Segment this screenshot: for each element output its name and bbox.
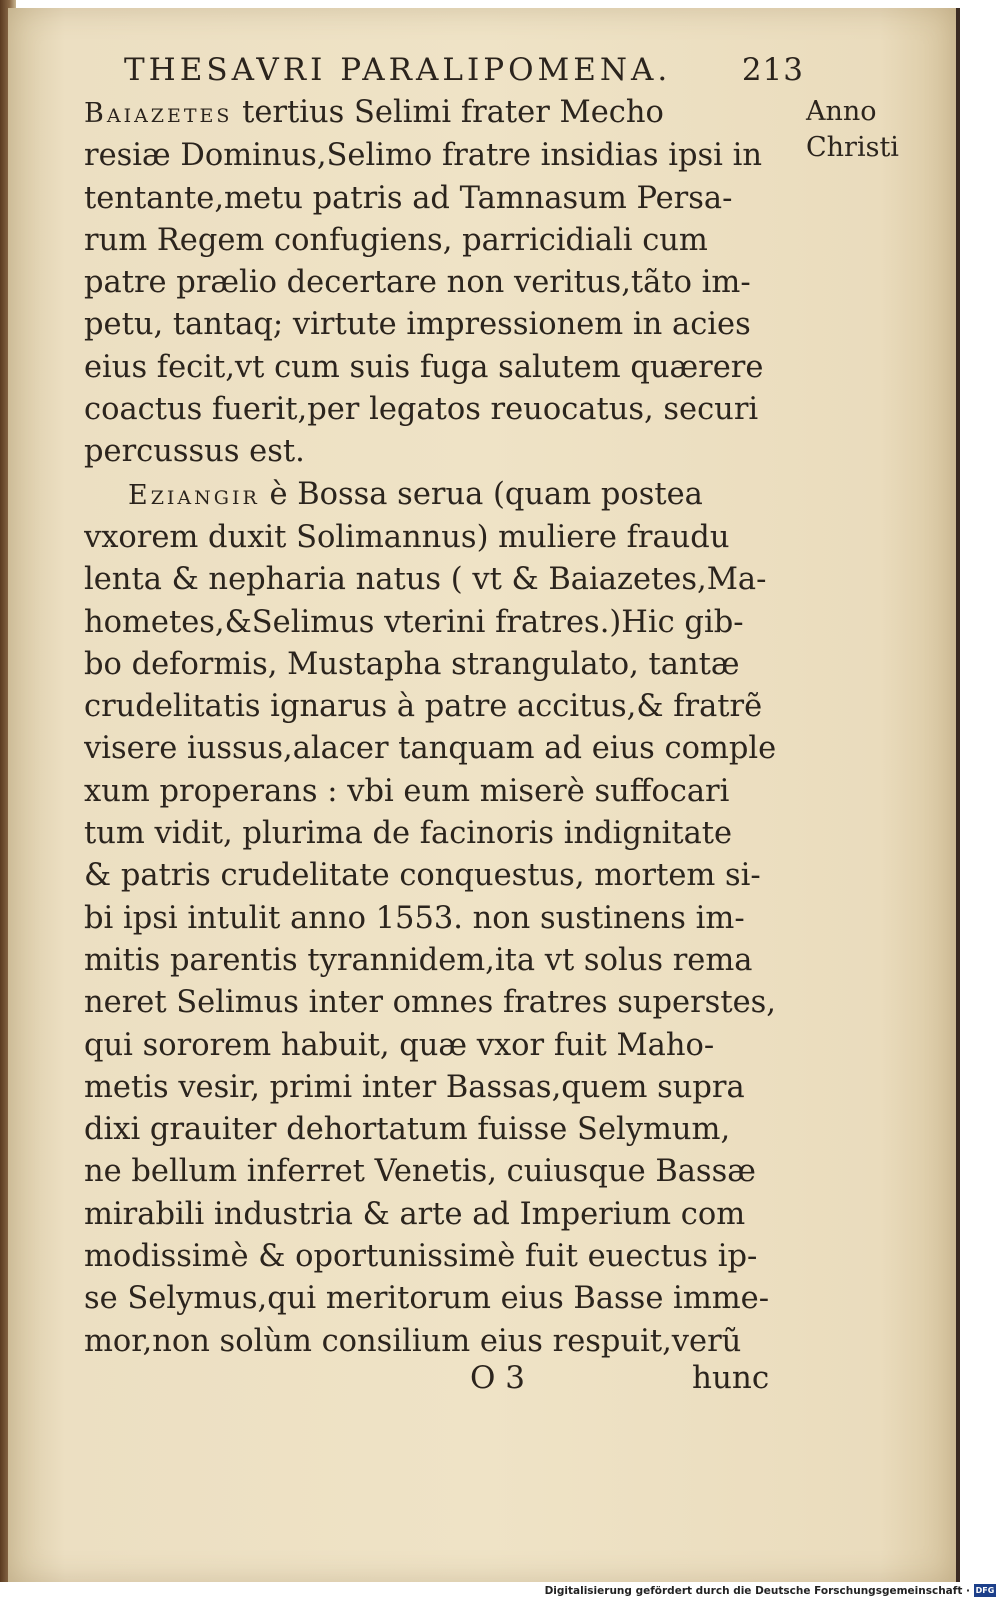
- text-line: patre prælio decertare non veritus,tãto im-: [84, 265, 751, 301]
- text-line: coactus fuerit,per legatos reuocatus, securi: [84, 392, 759, 428]
- text-line: vxorem duxit Solimannus) muliere fraudu: [84, 519, 730, 555]
- text-line: crudelitatis ignarus à patre accitus,& fratrẽ: [84, 689, 763, 725]
- text-line: metis vesir, primi inter Bassas,quem supra: [84, 1069, 745, 1105]
- text-line: Baiazetes tertius Selimi frater Mecho: [84, 95, 664, 130]
- text-line: visere iussus,alacer tanquam ad eius comple: [84, 731, 777, 767]
- signature-mark: O 3: [470, 1360, 525, 1396]
- lead-name: Baiazetes: [84, 98, 233, 129]
- main-text-block: [84, 92, 804, 1363]
- margin-note: [806, 94, 916, 166]
- text-line: percussus est.: [84, 434, 305, 470]
- dfg-logo: DFG: [975, 1586, 995, 1595]
- text-line: neret Selimus inter omnes fratres superstes,: [84, 985, 776, 1021]
- text-line: & patris crudelitate conquestus, mortem si-: [84, 858, 761, 894]
- text-line: lenta & nepharia natus ( vt & Baiazetes,Ma-: [84, 562, 767, 598]
- running-header: [124, 52, 804, 96]
- text-line: rum Regem confugiens, parricidiali cum: [84, 222, 708, 258]
- text-line: qui sororem habuit, quæ vxor fuit Maho-: [84, 1027, 715, 1063]
- text-line: tentante,metu patris ad Tamnasum Persa-: [84, 180, 733, 216]
- margin-note-line: Anno: [806, 96, 877, 127]
- page-number: 213: [741, 52, 804, 88]
- text-line: se Selymus,qui meritorum eius Basse imme-: [84, 1281, 770, 1317]
- margin-note-line: Christi: [806, 132, 899, 163]
- lead-name: Eziangir: [128, 479, 260, 511]
- text-line: mirabili industria & arte ad Imperium com: [84, 1196, 746, 1232]
- text-line: hometes,&Selimus vterini fratres.)Hic gib-: [84, 604, 744, 640]
- text-line: eius fecit,vt cum suis fuga salutem quærere: [84, 349, 764, 385]
- text-line: resiæ Dominus,Selimo fratre insidias ipsi in: [84, 138, 762, 174]
- text-line: xum properans : vbi eum miserè suffocari: [84, 773, 730, 809]
- text-line: bi ipsi intulit anno 1553. non sustinens im-: [84, 900, 745, 936]
- footer-credit: Digitalisierung gefördert durch die Deutsche Forschungsgemeinschaft ·: [544, 1585, 970, 1597]
- text-line: dixi grauiter dehortatum fuisse Selymum,: [84, 1112, 731, 1148]
- running-title: THESAVRI PARALIPOMENA.: [124, 52, 672, 88]
- text-line: Eziangir è Bossa serua (quam postea: [128, 476, 703, 512]
- text-line: tum vidit, plurima de facinoris indignitate: [84, 816, 733, 852]
- catchword: hunc: [692, 1360, 770, 1396]
- text-line: mor,non solùm consilium eius respuit,verũ: [84, 1323, 742, 1359]
- text-line: bo deformis, Mustapha strangulato, tantæ: [84, 646, 740, 682]
- text-line: ne bellum inferret Venetis, cuiusque Bassæ: [84, 1154, 756, 1190]
- text-line: modissimè & oportunissimè fuit euectus ip-: [84, 1239, 758, 1275]
- text-line: petu, tantaq; virtute impressionem in acies: [84, 307, 751, 343]
- text-line: mitis parentis tyrannidem,ita vt solus rema: [84, 942, 753, 978]
